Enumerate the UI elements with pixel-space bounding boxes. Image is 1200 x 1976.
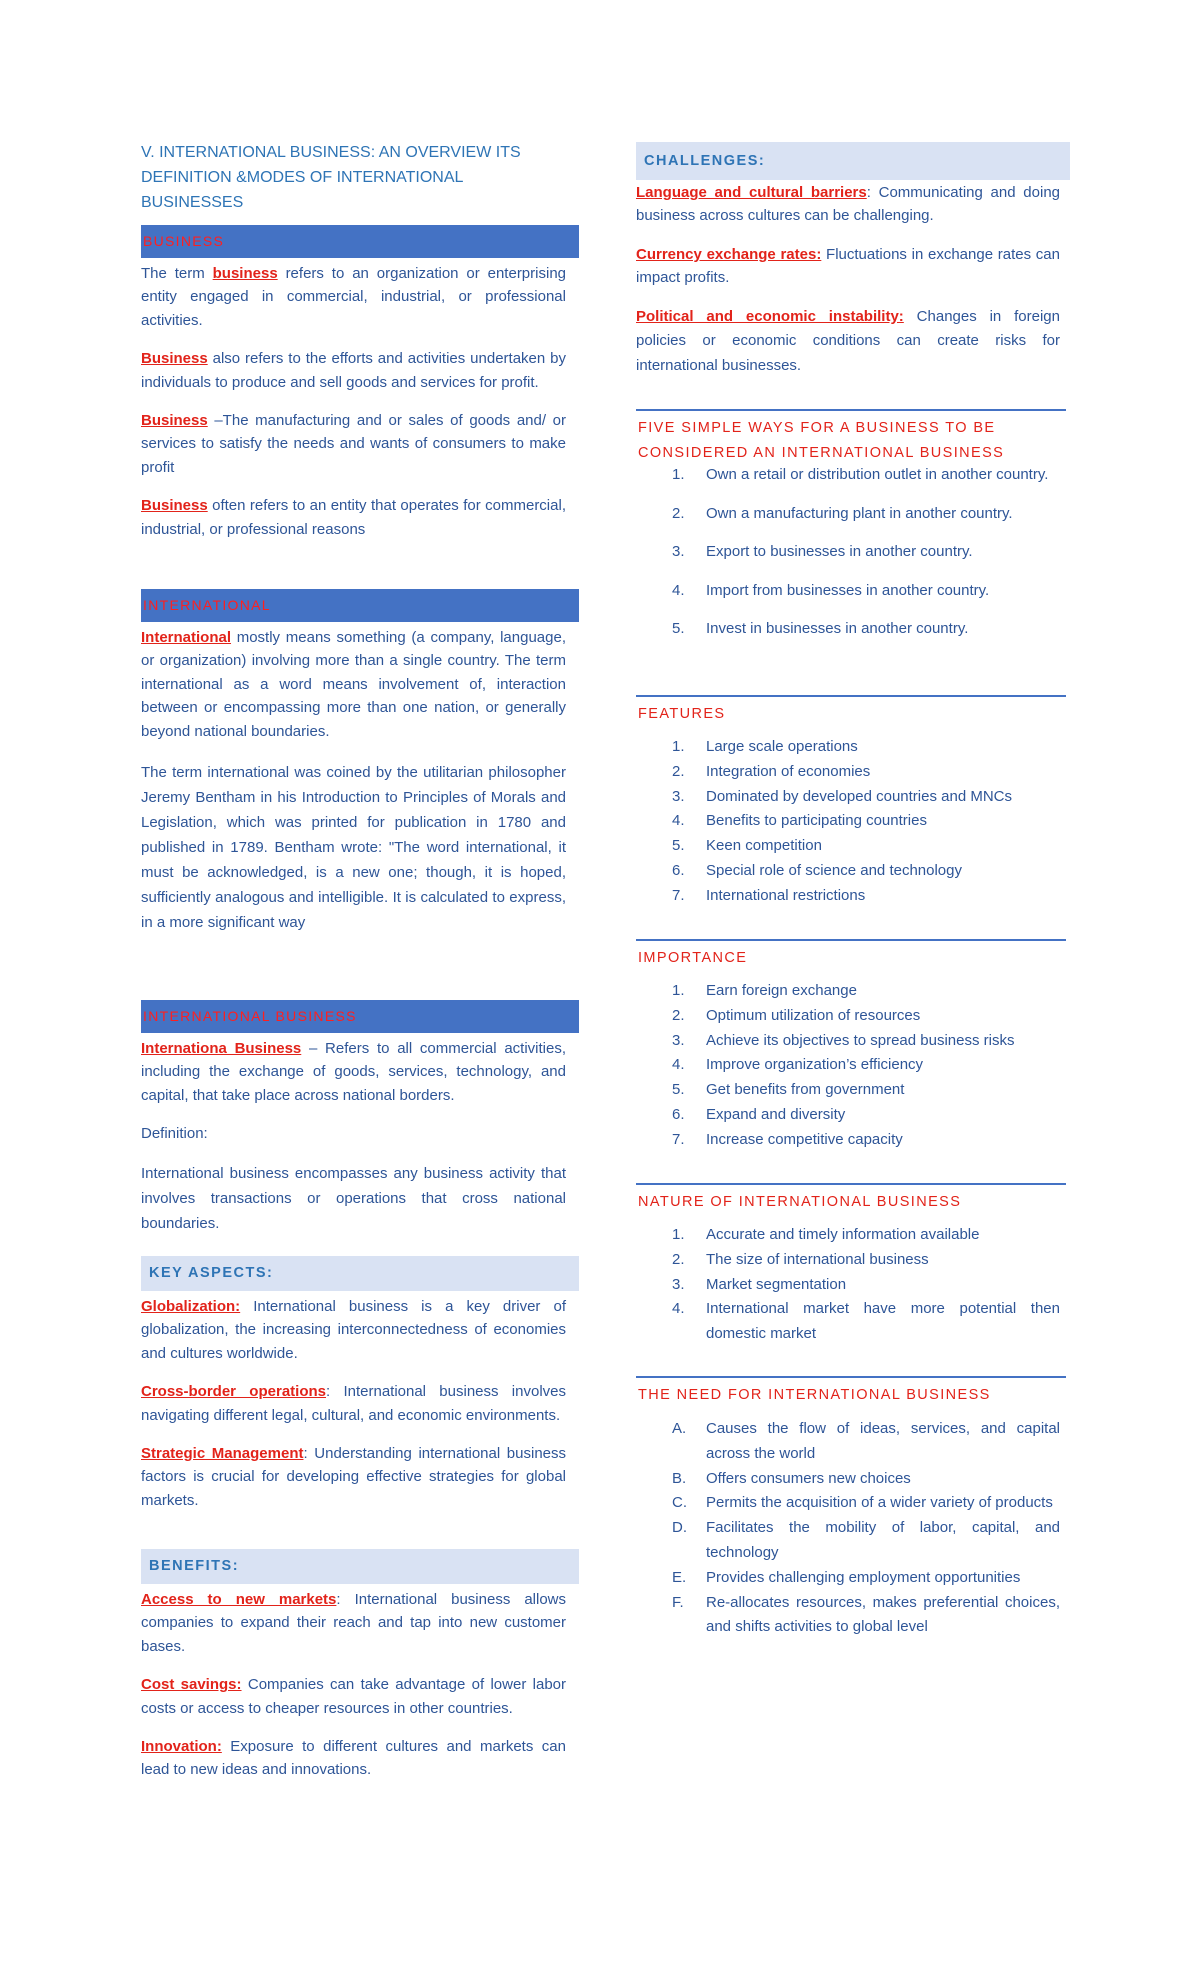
- benefit-item: Innovation: Exposure to different cultures and markets can lead to new ideas and innovations.: [141, 1738, 566, 1779]
- list-item: B. Offers consumers new choices: [672, 1469, 911, 1487]
- list-item: F. Re-allocates resources, makes preferential choices, and shifts activities to global level: [672, 1593, 1060, 1636]
- business-paragraph: Business often refers to an entity that operates for commercial, industrial, or professional reasons: [141, 497, 566, 538]
- challenge-item: Language and cultural barriers: Communicating and doing business across cultures can be challenging.: [636, 184, 1061, 225]
- business-paragraph: The term business refers to an organization or enterprising entity engaged in commercial, industrial, or professional activities.: [141, 265, 566, 329]
- benefit-item: Cost savings: Companies can take advantage of lower labor costs or access to cheaper resources in other countries.: [141, 1676, 567, 1717]
- list-item: D. Facilitates the mobility of labor, capital, and technology: [672, 1519, 1060, 1561]
- list-item: C. Permits the acquisition of a wider variety of products: [672, 1494, 1053, 1512]
- list-item: 1. Earn foreign exchange: [672, 982, 857, 999]
- international-business-section: [141, 1037, 566, 1236]
- list-item: 6. Special role of science and technology: [672, 861, 962, 879]
- importance-list: [636, 979, 1060, 1153]
- challenges-section: [636, 181, 1060, 378]
- five-ways-list: [636, 463, 1060, 641]
- challenge-item: Political and economic instability: Changes in foreign policies or economic conditions can create risks for international businesses.: [636, 307, 1060, 374]
- nature-list: [636, 1223, 1060, 1347]
- list-item: 5. Keen competition: [672, 837, 822, 855]
- list-item: 3. Dominated by developed countries and MNCs: [672, 787, 1012, 805]
- list-item: 4. International market have more potential then domestic market: [672, 1300, 1060, 1343]
- list-item: 7. International restrictions: [672, 886, 866, 904]
- section-heading-challenges: CHALLENGES:: [636, 142, 1070, 180]
- features-list: [636, 735, 1060, 909]
- term: Innovation:: [141, 1738, 222, 1756]
- list-item: 5. Get benefits from government: [672, 1081, 905, 1099]
- intl-business-paragraph: Internationa Business – Refers to all commercial activities, including the exchange of goods, services, technology, and capital, that take place across national borders.: [141, 1040, 567, 1104]
- list-item: 4. Benefits to participating countries: [672, 812, 927, 830]
- business-paragraph: Business also refers to the efforts and activities undertaken by individuals to produce and sell goods and services for profit.: [141, 350, 566, 391]
- section-heading-key-aspects: KEY ASPECTS:: [141, 1256, 579, 1291]
- section-heading-five-ways: FIVE SIMPLE WAYS FOR A BUSINESS TO BE CONSIDERED AN INTERNATIONAL BUSINESS: [636, 409, 1066, 465]
- term: business: [212, 265, 278, 282]
- list-item: 1. Accurate and timely information available: [672, 1226, 980, 1243]
- section-heading-importance: IMPORTANCE: [636, 939, 1066, 971]
- international-section: [141, 626, 566, 935]
- term: Cost savings:: [141, 1676, 242, 1694]
- term: Cross-border operations: [141, 1383, 326, 1401]
- term: Business: [141, 497, 208, 515]
- list-item: 4. Improve organization’s efficiency: [672, 1056, 924, 1074]
- list-item: 2. The size of international business: [672, 1250, 929, 1268]
- key-aspect-item: Globalization: International business is a key driver of globalization, the increasing interconnectedness of economies and cultures worldwide.: [141, 1298, 566, 1362]
- term: Business: [141, 350, 208, 368]
- key-aspect-item: Cross-border operations: International business involves navigating different legal, cultural, and economic environments.: [141, 1383, 566, 1424]
- section-heading-business: BUSINESS: [141, 225, 579, 258]
- list-item: 3. Achieve its objectives to spread business risks: [672, 1031, 1015, 1049]
- list-item: E. Provides challenging employment opportunities: [672, 1568, 1021, 1586]
- need-list: [636, 1417, 1060, 1640]
- term: Internationa Business: [141, 1040, 302, 1057]
- list-item: A. Causes the flow of ideas, services, and capital across the world: [672, 1420, 1060, 1462]
- key-aspects-section: [141, 1295, 566, 1512]
- section-heading-nature: NATURE OF INTERNATIONAL BUSINESS: [636, 1183, 1066, 1215]
- term: Language and cultural barriers: [636, 184, 867, 201]
- section-heading-benefits: BENEFITS:: [141, 1549, 579, 1584]
- term: Globalization:: [141, 1298, 241, 1315]
- definition-text: International business encompasses any business activity that involves transactions or operations that cross national boundaries.: [141, 1164, 566, 1232]
- list-item: 1. Own a retail or distribution outlet in another country.: [672, 466, 1049, 483]
- page-title: V. INTERNATIONAL BUSINESS: AN OVERVIEW ITS DEFINITION &MODES OF INTERNATIONAL BUSINESSES: [141, 144, 521, 211]
- term: Currency exchange rates:: [636, 245, 822, 263]
- benefit-item: Access to new markets: International business allows companies to expand their reach and tap into new customer bases.: [141, 1591, 566, 1655]
- key-aspect-item: Strategic Management: Understanding international business factors is crucial for developing effective strategies for global markets.: [141, 1445, 566, 1509]
- term: Political and economic instability:: [636, 307, 904, 325]
- list-item: 2. Integration of economies: [672, 762, 871, 780]
- term: Business: [141, 412, 208, 430]
- list-item: 3. Market segmentation: [672, 1275, 847, 1293]
- definition-label: Definition:: [141, 1125, 208, 1143]
- international-history-paragraph: The term international was coined by the utilitarian philosopher Jeremy Bentham in his Introduction to Principles of Morals and Legislation, which was printed for publication in 1780 and published in 1789. Bentham wrote: "The word international, it must be acknowledged, is a new one; though, it is hoped, sufficiently analogous and intelligible. It is calculated to express, in a more significant way: [141, 764, 566, 932]
- term: Access to new markets: [141, 1591, 337, 1608]
- benefits-section: [141, 1588, 566, 1782]
- list-item: 5. Invest in businesses in another country.: [672, 620, 969, 637]
- list-item: 6. Expand and diversity: [672, 1105, 846, 1123]
- list-item: 4. Import from businesses in another country.: [672, 581, 990, 599]
- challenge-item: Currency exchange rates: Fluctuations in exchange rates can impact profits.: [636, 245, 1060, 287]
- term: International: [141, 629, 232, 646]
- list-item: 3. Export to businesses in another country.: [672, 543, 973, 560]
- list-item: 7. Increase competitive capacity: [672, 1130, 903, 1148]
- international-paragraph: International mostly means something (a company, language, or organization) involving more than a single country. The term international as a word means involvement of, interaction between or encompassing more than one nation, or generally beyond national boundaries.: [141, 629, 566, 740]
- term: Strategic Management: [141, 1445, 304, 1463]
- business-section: [141, 262, 566, 541]
- list-item: 1. Large scale operations: [672, 738, 858, 755]
- section-heading-international: INTERNATIONAL: [141, 589, 579, 622]
- section-heading-international-business: INTERNATIONAL BUSINESS: [141, 1000, 579, 1033]
- section-heading-features: FEATURES: [636, 695, 1066, 727]
- business-paragraph: Business –The manufacturing and or sales of goods and/ or services to satisfy the needs and wants of consumers to make profit: [141, 412, 566, 476]
- list-item: 2. Optimum utilization of resources: [672, 1006, 921, 1024]
- section-heading-need: THE NEED FOR INTERNATIONAL BUSINESS: [636, 1376, 1066, 1408]
- list-item: 2. Own a manufacturing plant in another country.: [672, 504, 1013, 522]
